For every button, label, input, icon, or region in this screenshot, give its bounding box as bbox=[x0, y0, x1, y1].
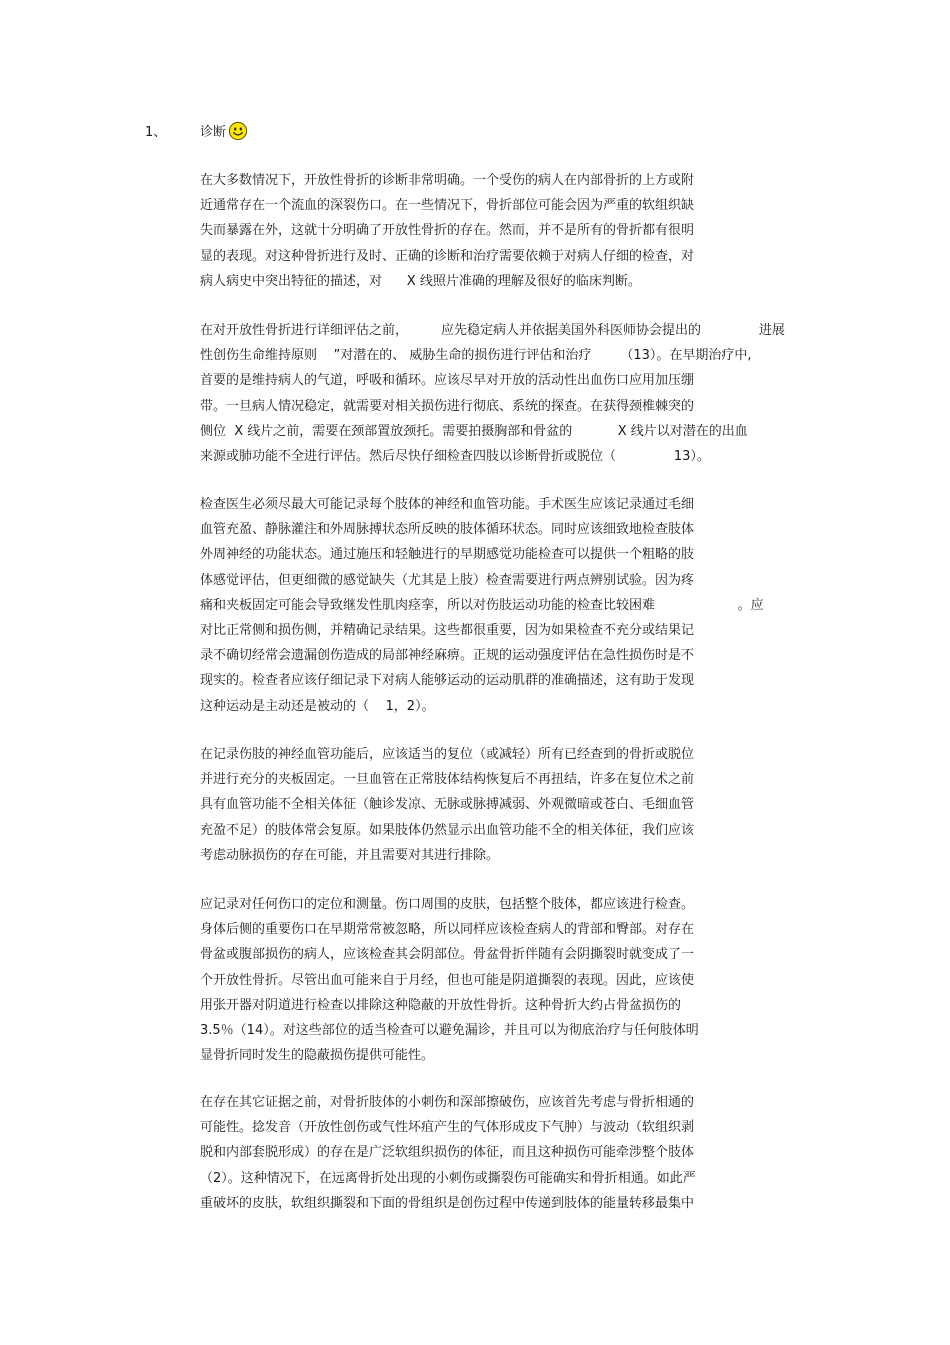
text-line: 近通常存在一个流血的深裂伤口。在一些情况下，骨折部位可能会因为严重的软组织缺 bbox=[200, 198, 695, 214]
paragraph bbox=[200, 892, 805, 1068]
text-line: 这种运动是主动还是被动的（ 1，2）。 bbox=[200, 698, 435, 714]
text-line: 来源或肺功能不全进行评估。然后尽快仔细检查四肢以诊断骨折或脱位（ 13）。 bbox=[200, 449, 710, 465]
text-line: 可能性。捻发音（开放性创伤或气性坏疽产生的气体形成皮下气肿）与波动（软组织剥 bbox=[200, 1120, 695, 1136]
text-line: 检查医生必须尽最大可能记录每个肢体的神经和血管功能。手术医生应该记录通过毛细 bbox=[200, 497, 695, 512]
text-line: 痛和夹板固定可能会导致继发性肌肉痉挛，所以对伤肢运动功能的检查比较困难 。应 bbox=[200, 597, 764, 613]
text-line: 脱和内部套脱形成）的存在是广泛软组织损伤的体征，而且这种损伤可能牵涉整个肢体 bbox=[200, 1145, 695, 1161]
paragraph bbox=[200, 1090, 805, 1216]
text-line: 现实的。检查者应该仔细记录下对病人能够运动的运动肌群的准确描述，这有助于发现 bbox=[200, 673, 695, 689]
text-line: 显骨折同时发生的隐蔽损伤提供可能性。 bbox=[200, 1048, 435, 1064]
text-line: 侧位 X 线片之前，需要在颈部置放颈托。需要拍摄胸部和骨盆的 X 线片以对潜在的出血 bbox=[200, 423, 748, 439]
paragraph bbox=[200, 742, 805, 868]
text-line: 个开放性骨折。尽管出血可能来自于月经，但也可能是阴道撕裂的表现。因此，应该使 bbox=[200, 972, 695, 988]
paragraph bbox=[200, 168, 805, 294]
text-line: 外周神经的功能状态。通过施压和轻触进行的早期感觉功能检查可以提供一个粗略的肢 bbox=[200, 547, 695, 563]
text-line: 骨盆或腹部损伤的病人，应该检查其会阴部位。骨盆骨折伴随有会阴撕裂时就变成了一 bbox=[200, 947, 695, 963]
paragraph bbox=[200, 318, 805, 469]
text-line: 身体后侧的重要伤口在早期常常被忽略，所以同样应该检查病人的背部和臀部。对存在 bbox=[200, 922, 695, 938]
text-line: 录不确切经常会遗漏创伤造成的局部神经麻痹。正规的运动强度评估在急性损伤时是不 bbox=[200, 648, 695, 664]
smiley-face-icon bbox=[228, 121, 248, 141]
text-line: 带。一旦病人情况稳定，就需要对相关损伤进行彻底、系统的探查。在获得颈椎棘突的 bbox=[200, 398, 695, 414]
text-line: 体感觉评估，但更细微的感觉缺失（尤其是上肢）检查需要进行两点辨别试验。因为疼 bbox=[200, 572, 695, 588]
section-heading bbox=[200, 124, 248, 142]
text-line: 显的表现。对这种骨折进行及时、正确的诊断和治疗需要依赖于对病人仔细的检查，对 bbox=[200, 248, 695, 264]
text-line: 并进行充分的夹板固定。一旦血管在正常肢体结构恢复后不再扭结，许多在复位术之前 bbox=[200, 772, 695, 788]
paragraph bbox=[200, 492, 805, 719]
section-number: 1、 bbox=[145, 125, 167, 140]
text-line: 在对开放性骨折进行详细评估之前， 应先稳定病人并依据美国外科医师协会提出的 进展 bbox=[200, 323, 785, 338]
text-line: 在存在其它证据之前，对骨折肢体的小刺伤和深部擦破伤，应该首先考虑与骨折相通的 bbox=[200, 1095, 695, 1110]
text-line: 3.5％（14）。对这些部位的适当检查可以避免漏诊，并且可以为彻底治疗与任何肢体明 bbox=[200, 1023, 699, 1039]
text-line: 病人病史中突出特征的描述，对 X 线照片准确的理解及很好的临床判断。 bbox=[200, 273, 641, 289]
text-line: 用张开器对阴道进行检查以排除这种隐蔽的开放性骨折。这种骨折大约占骨盆损伤的 bbox=[200, 997, 682, 1013]
text-line: 对比正常侧和损伤侧，并精确记录结果。这些都很重要，因为如果检查不充分或结果记 bbox=[200, 623, 695, 639]
text-line: （2）。这种情况下，在远离骨折处出现的小刺伤或撕裂伤可能确实和骨折相通。如此严 bbox=[200, 1170, 696, 1186]
text-line: 考虑动脉损伤的存在可能，并且需要对其进行排除。 bbox=[200, 847, 500, 863]
text-line: 血管充盈、静脉灌注和外周脉搏状态所反映的肢体循环状态。同时应该细致地检查肢体 bbox=[200, 522, 695, 538]
text-line: 在记录伤肢的神经血管功能后，应该适当的复位（或减轻）所有已经查到的骨折或脱位 bbox=[200, 747, 695, 762]
text-line: 性创伤生命维持原则 ”对潜在的、 威胁生命的损伤进行评估和治疗 （13）。在早期治疗中, bbox=[200, 348, 752, 364]
section-title: 诊断 bbox=[200, 125, 227, 140]
text-line: 在大多数情况下，开放性骨折的诊断非常明确。一个受伤的病人在内部骨折的上方或附 bbox=[200, 173, 695, 188]
text-line: 首要的是维持病人的气道，呼吸和循环。应该尽早对开放的活动性出血伤口应用加压绷 bbox=[200, 373, 695, 389]
text-line: 重破坏的皮肤，软组织撕裂和下面的骨组织是创伤过程中传递到肢体的能量转移最集中 bbox=[200, 1195, 695, 1211]
text-line: 失而暴露在外，这就十分明确了开放性骨折的存在。然而，并不是所有的骨折都有很明 bbox=[200, 223, 695, 239]
text-line: 应记录对任何伤口的定位和测量。伤口周围的皮肤，包括整个肢体，都应该进行检查。 bbox=[200, 897, 695, 912]
text-line: 充盈不足）的肢体常会复原。如果肢体仍然显示出血管功能不全的相关体征，我们应该 bbox=[200, 822, 695, 838]
text-line: 具有血管功能不全相关体征（触诊发凉、无脉或脉搏减弱、外观微暗或苍白、毛细血管 bbox=[200, 797, 695, 813]
